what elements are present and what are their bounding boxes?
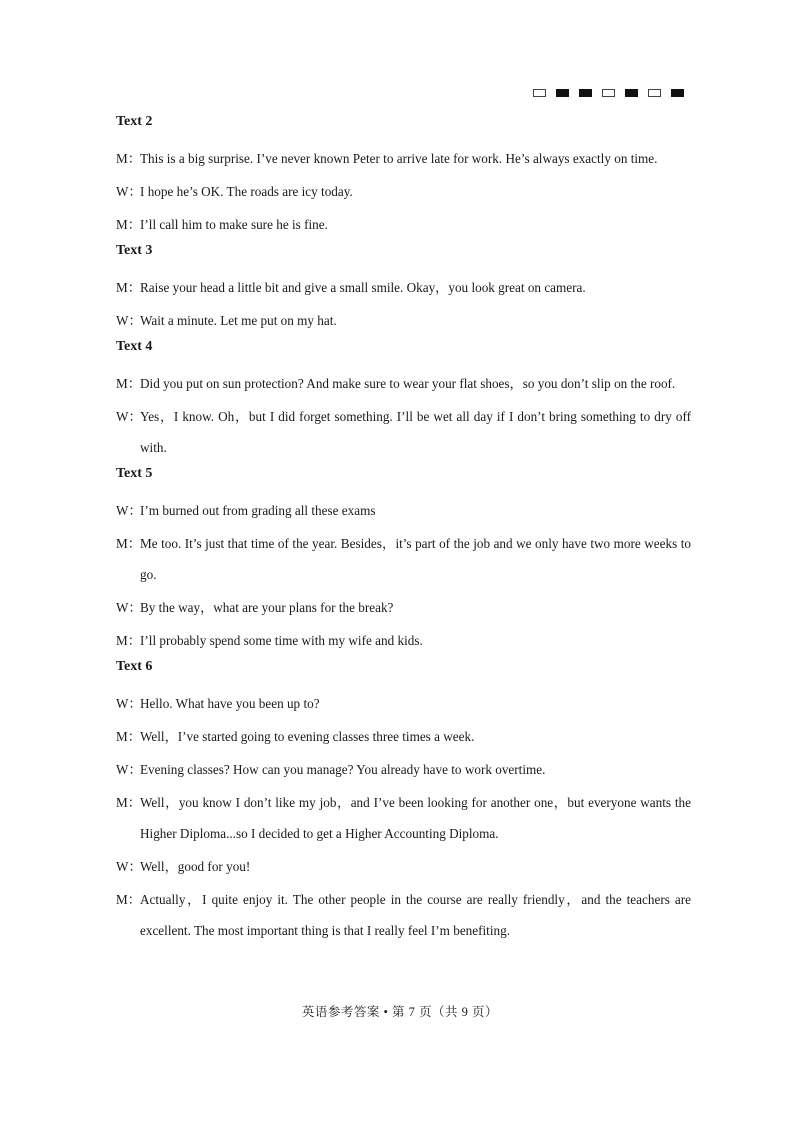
dialogue-text: I hope he’s OK. The roads are icy today. xyxy=(140,184,353,199)
dialogue-line xyxy=(116,592,691,623)
dialogue-text: Well，good for you! xyxy=(140,859,251,874)
page-footer: 英语参考答案 • 第 7 页（共 9 页） xyxy=(301,1005,499,1019)
dialogue-text: Well，you know I don’t like my job，and I’ve been looking for another one，but everyone wants the Higher Diploma...so I decided to get a Higher Accounting Diploma. xyxy=(140,795,691,841)
mark-5 xyxy=(625,89,638,97)
dialogue-text: Evening classes? How can you manage? You already have to work overtime. xyxy=(140,762,546,777)
section-title: Text 6 xyxy=(116,659,153,674)
section-title: Text 3 xyxy=(116,243,153,258)
dialogue-line xyxy=(116,368,691,399)
dialogue-line xyxy=(116,401,691,463)
dialogue-line xyxy=(116,688,691,719)
speaker-label: W： xyxy=(116,503,142,518)
dialogue-text: Did you put on sun protection? And make sure to wear your flat shoes，so you don’t slip on the roof. xyxy=(140,376,676,391)
mark-3 xyxy=(579,89,592,97)
dialogue-text: Me too. It’s just that time of the year. Besides，it’s part of the job and we only have two more weeks to go. xyxy=(140,536,691,582)
section-title: Text 2 xyxy=(116,114,153,129)
dialogue-text: This is a big surprise. I’ve never known Peter to arrive late for work. He’s always exactly on time. xyxy=(140,151,658,166)
section-text-4 xyxy=(116,338,691,463)
speaker-label: M： xyxy=(116,536,141,551)
dialogue-text: Wait a minute. Let me put on my hat. xyxy=(140,313,337,328)
dialogue-text: Actually，I quite enjoy it. The other people in the course are really friendly，and the teachers are excellent. The most important thing is that I really feel I’m benefiting. xyxy=(140,892,691,938)
mark-1 xyxy=(533,89,546,97)
dialogue-line xyxy=(116,528,691,590)
dialogue-line xyxy=(116,176,691,207)
speaker-label: M： xyxy=(116,633,141,648)
dialogue-line xyxy=(116,625,691,656)
dialogue-text: I’m burned out from grading all these exams xyxy=(140,503,376,518)
speaker-label: W： xyxy=(116,409,142,424)
speaker-label: W： xyxy=(116,313,142,328)
dialogue-line xyxy=(116,754,691,785)
dialogue-line xyxy=(116,272,691,303)
speaker-label: M： xyxy=(116,151,141,166)
speaker-label: W： xyxy=(116,859,142,874)
dialogue-text: Hello. What have you been up to? xyxy=(140,696,320,711)
dialogue-line xyxy=(116,884,691,946)
section-title: Text 4 xyxy=(116,339,153,354)
dialogue-line xyxy=(116,721,691,752)
dialogue-text: Yes，I know. Oh，but I did forget something. I’ll be wet all day if I don’t bring something to dry off with. xyxy=(140,409,691,455)
dialogue-text: Raise your head a little bit and give a small smile. Okay，you look great on camera. xyxy=(140,280,586,295)
mark-7 xyxy=(671,89,684,97)
speaker-label: W： xyxy=(116,184,142,199)
speaker-label: M： xyxy=(116,729,141,744)
speaker-label: W： xyxy=(116,600,142,615)
dialogue-text: I’ll call him to make sure he is fine. xyxy=(140,217,328,232)
speaker-label: M： xyxy=(116,217,141,232)
speaker-label: M： xyxy=(116,280,141,295)
header-marks xyxy=(533,89,684,97)
speaker-label: M： xyxy=(116,795,141,810)
dialogue-line xyxy=(116,851,691,882)
dialogue-line xyxy=(116,305,691,336)
section-text-5 xyxy=(116,465,691,656)
dialogue-text: Well，I’ve started going to evening classes three times a week. xyxy=(140,729,475,744)
dialogue-line xyxy=(116,495,691,526)
dialogue-line xyxy=(116,143,691,174)
dialogue-line xyxy=(116,209,691,240)
speaker-label: W： xyxy=(116,762,142,777)
section-text-2 xyxy=(116,113,691,240)
transcript-content xyxy=(116,113,691,948)
mark-6 xyxy=(648,89,661,97)
mark-2 xyxy=(556,89,569,97)
mark-4 xyxy=(602,89,615,97)
section-text-6 xyxy=(116,658,691,946)
dialogue-text: By the way，what are your plans for the break? xyxy=(140,600,394,615)
speaker-label: W： xyxy=(116,696,142,711)
dialogue-line xyxy=(116,787,691,849)
section-title: Text 5 xyxy=(116,466,153,481)
speaker-label: M： xyxy=(116,376,141,391)
dialogue-text: I’ll probably spend some time with my wife and kids. xyxy=(140,633,423,648)
section-text-3 xyxy=(116,242,691,336)
speaker-label: M： xyxy=(116,892,141,907)
